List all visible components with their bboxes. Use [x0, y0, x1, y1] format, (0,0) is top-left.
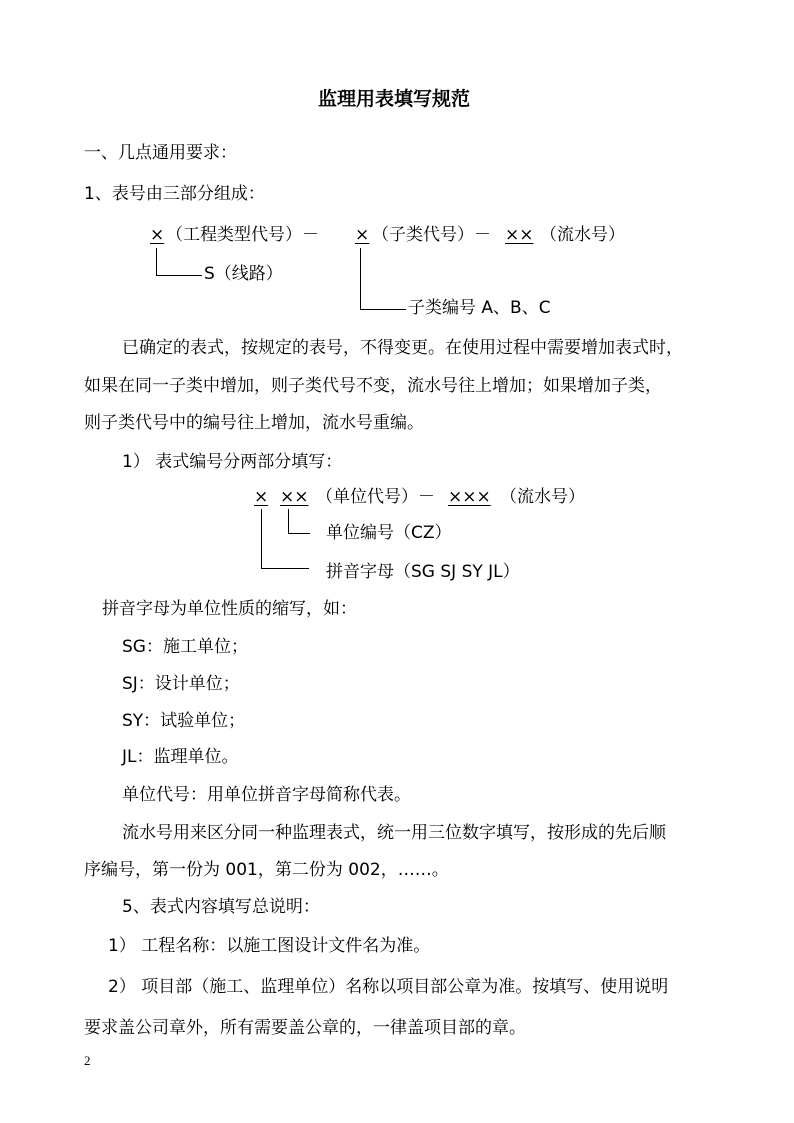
paragraph-line: 如果在同一子类中增加，则子类代号不变，流水号往上增加；如果增加子类，	[84, 376, 662, 396]
diagram1-mark-2: ×	[355, 225, 370, 245]
diagram2-label-2: 拼音字母（SG SJ SY JL）	[326, 562, 520, 582]
diagram2-vline-1	[288, 509, 289, 534]
section-heading: 一、几点通用要求：	[84, 143, 237, 163]
diagram2-hline-2	[261, 568, 309, 569]
item-heading-5: 5、表式内容填写总说明：	[122, 897, 320, 917]
list-item: SG：施工单位；	[122, 637, 248, 657]
diagram2-label-1: 单位编号（CZ）	[326, 523, 452, 543]
diagram2-text-2: （流水号）	[500, 487, 585, 507]
sub-heading-1: 1） 表式编号分两部分填写：	[122, 452, 343, 472]
page-number: 2	[84, 1053, 91, 1068]
list-item: SJ：设计单位；	[122, 674, 240, 694]
paragraph-line: 2） 项目部（施工、监理单位）名称以项目部公章为准。按填写、使用说明	[108, 977, 669, 997]
paragraph-line: 流水号用来区分同一种监理表式，统一用三位数字填写，按形成的先后顺	[122, 823, 666, 843]
diagram1-vline-1	[156, 248, 157, 276]
paragraph-line: 序编号，第一份为 001，第二份为 002，……。	[84, 860, 449, 880]
pinyin-intro: 拼音字母为单位性质的缩写，如：	[102, 599, 357, 619]
diagram2-mark-1: ×	[254, 487, 269, 507]
diagram1-hline-1	[156, 275, 202, 276]
diagram2-mark-2: ××	[280, 487, 309, 507]
paragraph-line: 要求盖公司章外，所有需要盖公章的，一律盖项目部的章。	[84, 1018, 526, 1038]
diagram1-vline-2	[360, 248, 361, 310]
list-item: JL：监理单位。	[122, 747, 239, 767]
diagram2-vline-2	[261, 509, 262, 569]
diagram2-text-1: （单位代号）－	[316, 487, 435, 507]
diagram1-mark-3: ××	[505, 225, 534, 245]
diagram2-mark-3: ×××	[448, 487, 491, 507]
diagram1-text-2: （子类代号）－	[372, 225, 491, 245]
diagram2-hline-1	[288, 533, 310, 534]
list-item: SY：试验单位；	[122, 711, 246, 731]
item-heading-1: 1、表号由三部分组成：	[84, 184, 265, 204]
paragraph-line: 已确定的表式，按规定的表号，不得变更。在使用过程中需要增加表式时，	[122, 338, 683, 358]
unit-code-note: 单位代号：用单位拼音字母简称代表。	[122, 785, 411, 805]
diagram1-label-1: S（线路）	[204, 264, 283, 284]
page-title: 监理用表填写规范	[318, 88, 471, 110]
diagram1-hline-2	[360, 309, 406, 310]
diagram1-label-2: 子类编号 A、B、C	[408, 298, 551, 318]
diagram1-mark-1: ×	[150, 225, 165, 245]
paragraph-line: 则子类代号中的编号往上增加，流水号重编。	[84, 413, 424, 433]
note-1: 1） 工程名称：以施工图设计文件名为准。	[108, 936, 431, 956]
diagram1-text-3: （流水号）	[540, 225, 625, 245]
diagram1-text-1: （工程类型代号）－	[166, 225, 319, 245]
